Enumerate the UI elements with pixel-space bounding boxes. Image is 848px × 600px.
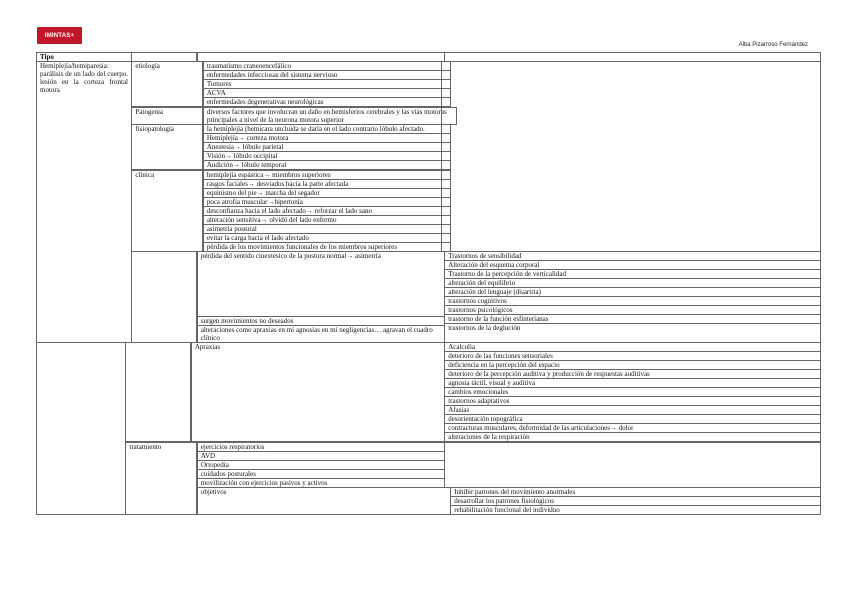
list-item: trastornos cognitivos (445, 297, 819, 306)
list-item: desorientación topográfica (445, 415, 819, 424)
condition-description: Hemiplejía/hemiparesia: parálisis de un lado del cuerpo. lesión en la corteza frontal motora (36, 61, 132, 343)
list-item: Afasias (445, 406, 819, 415)
list-item: Alteración del esquema corporal (445, 261, 819, 270)
tratamiento-label: tratamiento (125, 442, 197, 515)
table-header-row (36, 52, 820, 61)
patogenia-text: diversos factores que involucran un daño en hemisferios cerebrales y las vías motoras principales a nivel de la neurona motora superior (203, 107, 457, 125)
list-item: trastornos de la deglución (448, 324, 521, 333)
list-item: trastornos adaptativos (445, 397, 819, 406)
list-item: alteración del equilibrio (445, 279, 819, 288)
list-item: traumatismo craneoencefálico (204, 62, 450, 71)
movimientos-text: surgen movimientos no deseados (198, 316, 444, 326)
etiologia-label: etiología (131, 61, 203, 107)
apraxias-label: Apraxias (191, 342, 445, 442)
list-item: asimetría postural (204, 225, 450, 234)
tipo-header: Tipo (36, 52, 132, 62)
list-item: Acalculia (445, 343, 819, 352)
list-item: rasgos faciales→ desviados hacia la parte afectada (204, 180, 450, 189)
block-main (36, 61, 820, 342)
list-item: rehabilitación funcional del individuo (454, 506, 560, 515)
list-item: alteración sensitiva→ olvidó del lado enfermo (204, 216, 450, 225)
list-item: Inhibir patrones del movimiento anormales (451, 488, 819, 497)
fisiopatologia-label: fisiopatología (131, 124, 203, 170)
alteraciones-text: alteraciones como apraxias en mi agnosias en mi negligencias… agravan el cuadro clínico (200, 326, 433, 343)
list-item: contracturas musculares, deformidad de las articulaciones→ dolor (445, 424, 819, 433)
list-item: equinismo del pie→ marcha del segador (204, 189, 450, 198)
list-item: deficiencia en la percepción del espacio (445, 361, 819, 370)
list-item: alteraciones de la respiración (448, 433, 530, 442)
brand-logo: IMINTAS+ (37, 27, 82, 44)
list-item: ejercicios respiratorios (198, 443, 444, 452)
list-item: Trastornos de sensibilidad (445, 252, 819, 261)
list-item: trastorno de la función esfinterianas (445, 315, 819, 324)
list-item: enfermedades infecciosas del sistema nervioso (204, 71, 450, 80)
list-item: ACVA (204, 89, 450, 98)
list-item: movilización con ejercicios pasivos y activos (200, 478, 328, 487)
list-item: cambios emocionales (445, 388, 819, 397)
list-item: trastornos psicológicos (445, 306, 819, 315)
list-item: pérdida de los movimientos funcionales de los miembros superiores (206, 242, 397, 251)
block-secondary (36, 342, 820, 514)
list-item: desarrollar los patrones fisiológicos (451, 497, 819, 506)
list-item: Anestesia→ lóbulo parietal (204, 143, 450, 152)
summary-table (36, 52, 820, 515)
list-item: Trastorno de la percepción de verticalidad (445, 270, 819, 279)
list-item: Visión→ lóbulo occipital (204, 152, 450, 161)
list-item: enfermedades degenerativas neurológicas (206, 98, 324, 107)
list-item: AVD (198, 452, 444, 461)
clinica-label: clínica (131, 170, 203, 252)
list-item: deterioro de la percepción auditiva y producción de respuestas auditivas (445, 370, 819, 379)
list-item: la hemiplejía (hemicara uncluída se daría en el lado contrario lóbulo afectado. (204, 125, 450, 134)
list-item: desconfianza hacia el lado afectado→ reforzar el lado sano (204, 207, 450, 216)
list-item: Hemiplejía→ corteza motora (204, 134, 450, 143)
list-item: evitar la carga hacia el lado afectado (204, 234, 450, 243)
list-item: Ortopedia (198, 461, 444, 470)
list-item: alteración del lenguaje (disartria) (445, 288, 819, 297)
list-item: cuidados posturales (198, 470, 444, 479)
list-item: Audición→ lóbulo temporal (206, 161, 287, 170)
patogenia-label: Patogenia (131, 107, 203, 125)
cinestesico-text: pérdida del sentido cinextesico de la postura normal→ asimetría (200, 252, 381, 261)
list-item: deterioro de las funciones sensoriales (445, 352, 819, 361)
author-name: Alba Pizarroso Fernández (738, 42, 808, 48)
list-item: poca atrofia muscular→hipertonía (204, 198, 450, 207)
list-item: hemiplejía espástica→ miembros superiores (204, 171, 450, 180)
objetivos-label: objetivos (197, 487, 451, 515)
list-item: agnosia táctil, visual y auditiva (445, 379, 819, 388)
list-item: Tumores (204, 80, 450, 89)
